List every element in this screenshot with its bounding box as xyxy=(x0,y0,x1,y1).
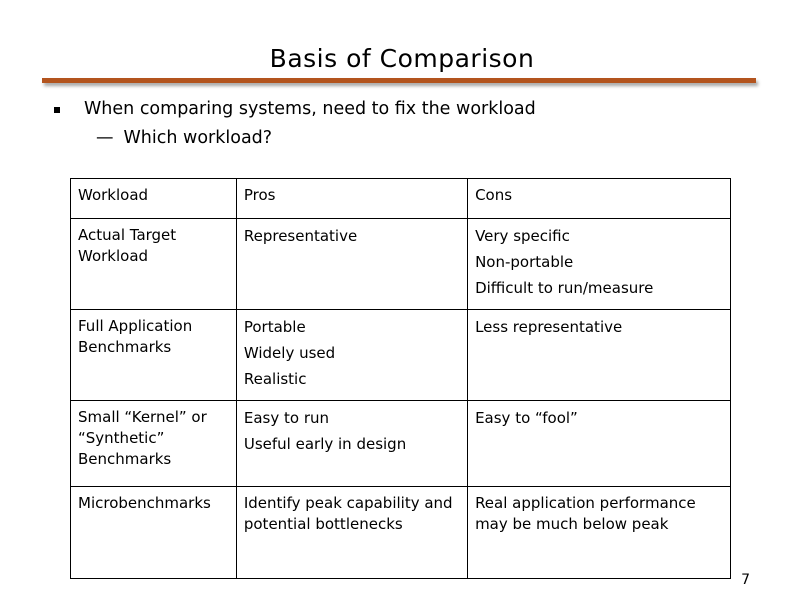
bullet-text: When comparing systems, need to fix the workload xyxy=(84,99,536,119)
pros-cell xyxy=(236,310,467,401)
cons-item: Difficult to run/measure xyxy=(475,279,654,297)
workload-cell: Actual Target Workload xyxy=(71,219,237,310)
pros-cell: Identify peak capability and potential bottlenecks xyxy=(236,487,467,579)
dash-bullet-icon: — xyxy=(96,128,114,148)
table-row xyxy=(71,487,731,579)
cons-item: Easy to “fool” xyxy=(475,409,578,427)
pros-cell xyxy=(236,401,467,487)
header-pros: Pros xyxy=(236,179,467,219)
table-row xyxy=(71,310,731,401)
pros-item: Easy to run xyxy=(243,409,329,427)
cons-cell xyxy=(468,219,731,310)
pros-cell xyxy=(236,219,467,310)
comparison-table xyxy=(70,178,731,579)
pros-item: Portable xyxy=(243,318,306,336)
title-divider xyxy=(42,78,756,83)
workload-cell: Small “Kernel” or “Synthetic” Benchmarks xyxy=(71,401,237,487)
sub-bullet-item xyxy=(96,128,272,148)
page-number: 7 xyxy=(741,572,750,588)
cons-item: Very specific xyxy=(475,227,570,245)
square-bullet-icon xyxy=(54,107,60,113)
cons-cell: Real application performance may be much below peak xyxy=(468,487,731,579)
pros-item: Useful early in design xyxy=(243,435,407,453)
bullet-item xyxy=(54,99,536,119)
cons-cell xyxy=(468,310,731,401)
slide-title: Basis of Comparison xyxy=(269,44,535,73)
header-cons: Cons xyxy=(468,179,731,219)
sub-bullet-text: Which workload? xyxy=(123,128,273,148)
table-row xyxy=(71,219,731,310)
pros-item: Realistic xyxy=(243,370,307,388)
pros-item: Widely used xyxy=(243,344,336,362)
header-workload: Workload xyxy=(71,179,237,219)
cons-cell xyxy=(468,401,731,487)
cons-item: Non-portable xyxy=(475,253,574,271)
table-row xyxy=(71,401,731,487)
pros-item: Representative xyxy=(243,227,358,245)
workload-cell: Full Application Benchmarks xyxy=(71,310,237,401)
cons-item: Less representative xyxy=(475,318,623,336)
table-header-row xyxy=(71,179,731,219)
workload-cell: Microbenchmarks xyxy=(71,487,237,579)
